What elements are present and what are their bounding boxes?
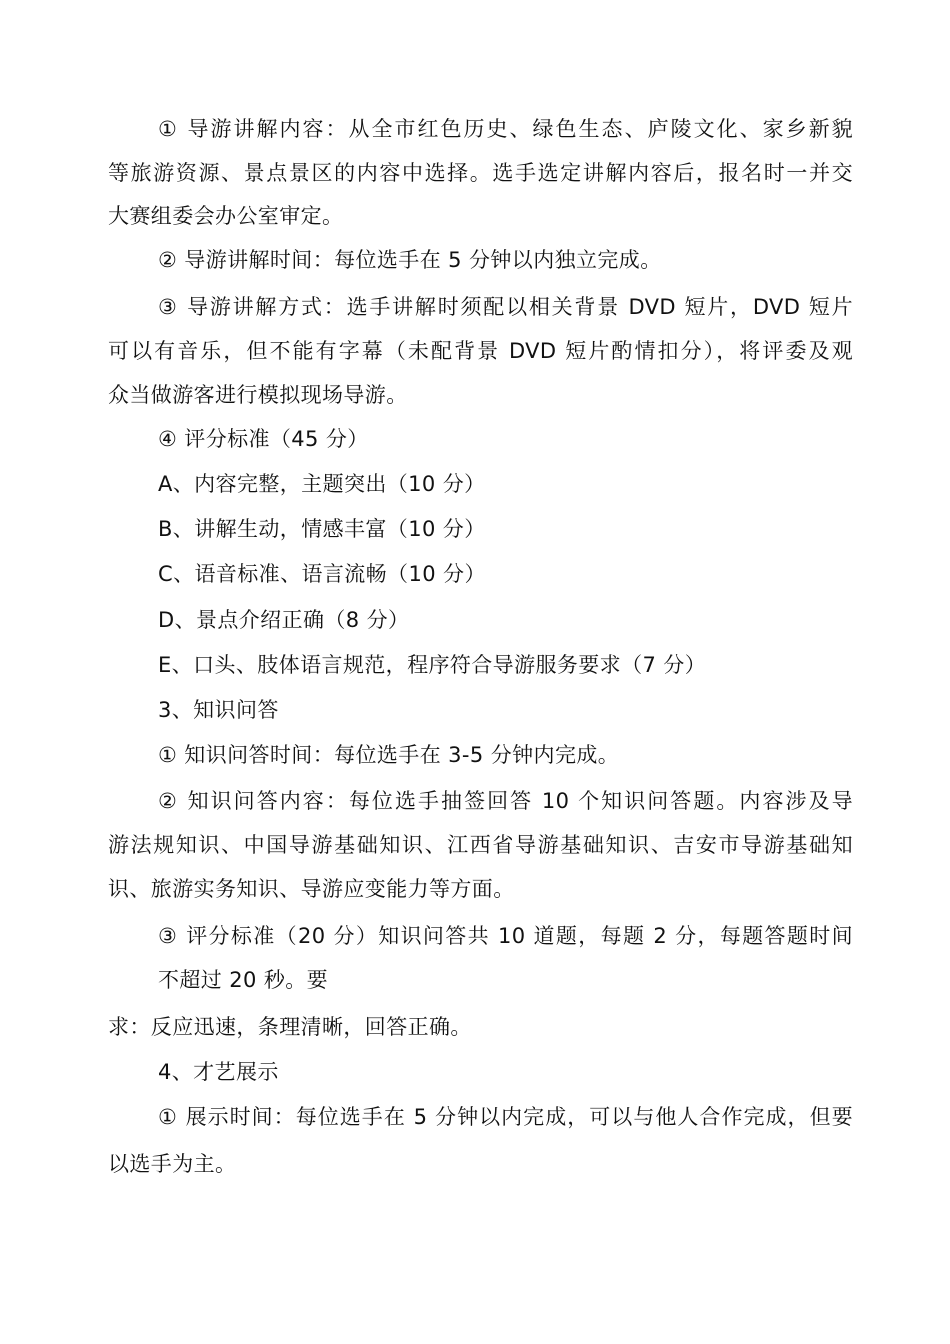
paragraph-line: 大赛组委会办公室审定。	[108, 204, 344, 228]
paragraph-line: 求：反应迅速，条理清晰，回答正确。	[108, 1015, 472, 1039]
scoring-item: D、景点介绍正确（8 分）	[158, 608, 410, 632]
paragraph-line: 众当做游客进行模拟现场导游。	[108, 383, 408, 407]
paragraph-line: ③ 导游讲解方式：选手讲解时须配以相关背景 DVD 短片，DVD 短片	[158, 295, 853, 319]
scoring-item: C、语音标准、语言流畅（10 分）	[158, 562, 486, 586]
paragraph-line: 游法规知识、中国导游基础知识、江西省导游基础知识、吉安市导游基础知	[108, 833, 853, 857]
paragraph-line: ③ 评分标准（20 分）知识问答共 10 道题，每题 2 分，每题答题时间	[158, 924, 853, 948]
paragraph-line: ① 知识问答时间：每位选手在 3-5 分钟内完成。	[158, 743, 620, 767]
section-heading: 4、才艺展示	[158, 1060, 279, 1084]
paragraph-line: ① 展示时间：每位选手在 5 分钟以内完成，可以与他人合作完成，但要	[158, 1105, 853, 1129]
paragraph-line: 等旅游资源、景点景区的内容中选择。选手选定讲解内容后，报名时一并交	[108, 161, 853, 185]
paragraph-line: 可以有音乐，但不能有字幕（未配背景 DVD 短片酌情扣分），将评委及观	[108, 339, 853, 363]
scoring-item: B、讲解生动，情感丰富（10 分）	[158, 517, 486, 541]
paragraph-line: ② 知识问答内容：每位选手抽签回答 10 个知识问答题。内容涉及导	[158, 789, 853, 813]
paragraph-line: 以选手为主。	[108, 1152, 237, 1176]
paragraph-line: ② 导游讲解时间：每位选手在 5 分钟以内独立完成。	[158, 248, 662, 272]
scoring-item: A、内容完整，主题突出（10 分）	[158, 472, 486, 496]
section-heading: 3、知识问答	[158, 698, 279, 722]
paragraph-line: 不超过 20 秒。要	[158, 968, 329, 992]
scoring-item: E、口头、肢体语言规范，程序符合导游服务要求（7 分）	[158, 653, 707, 677]
section-heading: ④ 评分标准（45 分）	[158, 427, 369, 451]
paragraph-line: 识、旅游实务知识、导游应变能力等方面。	[108, 877, 515, 901]
paragraph-line: ① 导游讲解内容：从全市红色历史、绿色生态、庐陵文化、家乡新貌	[158, 117, 853, 141]
